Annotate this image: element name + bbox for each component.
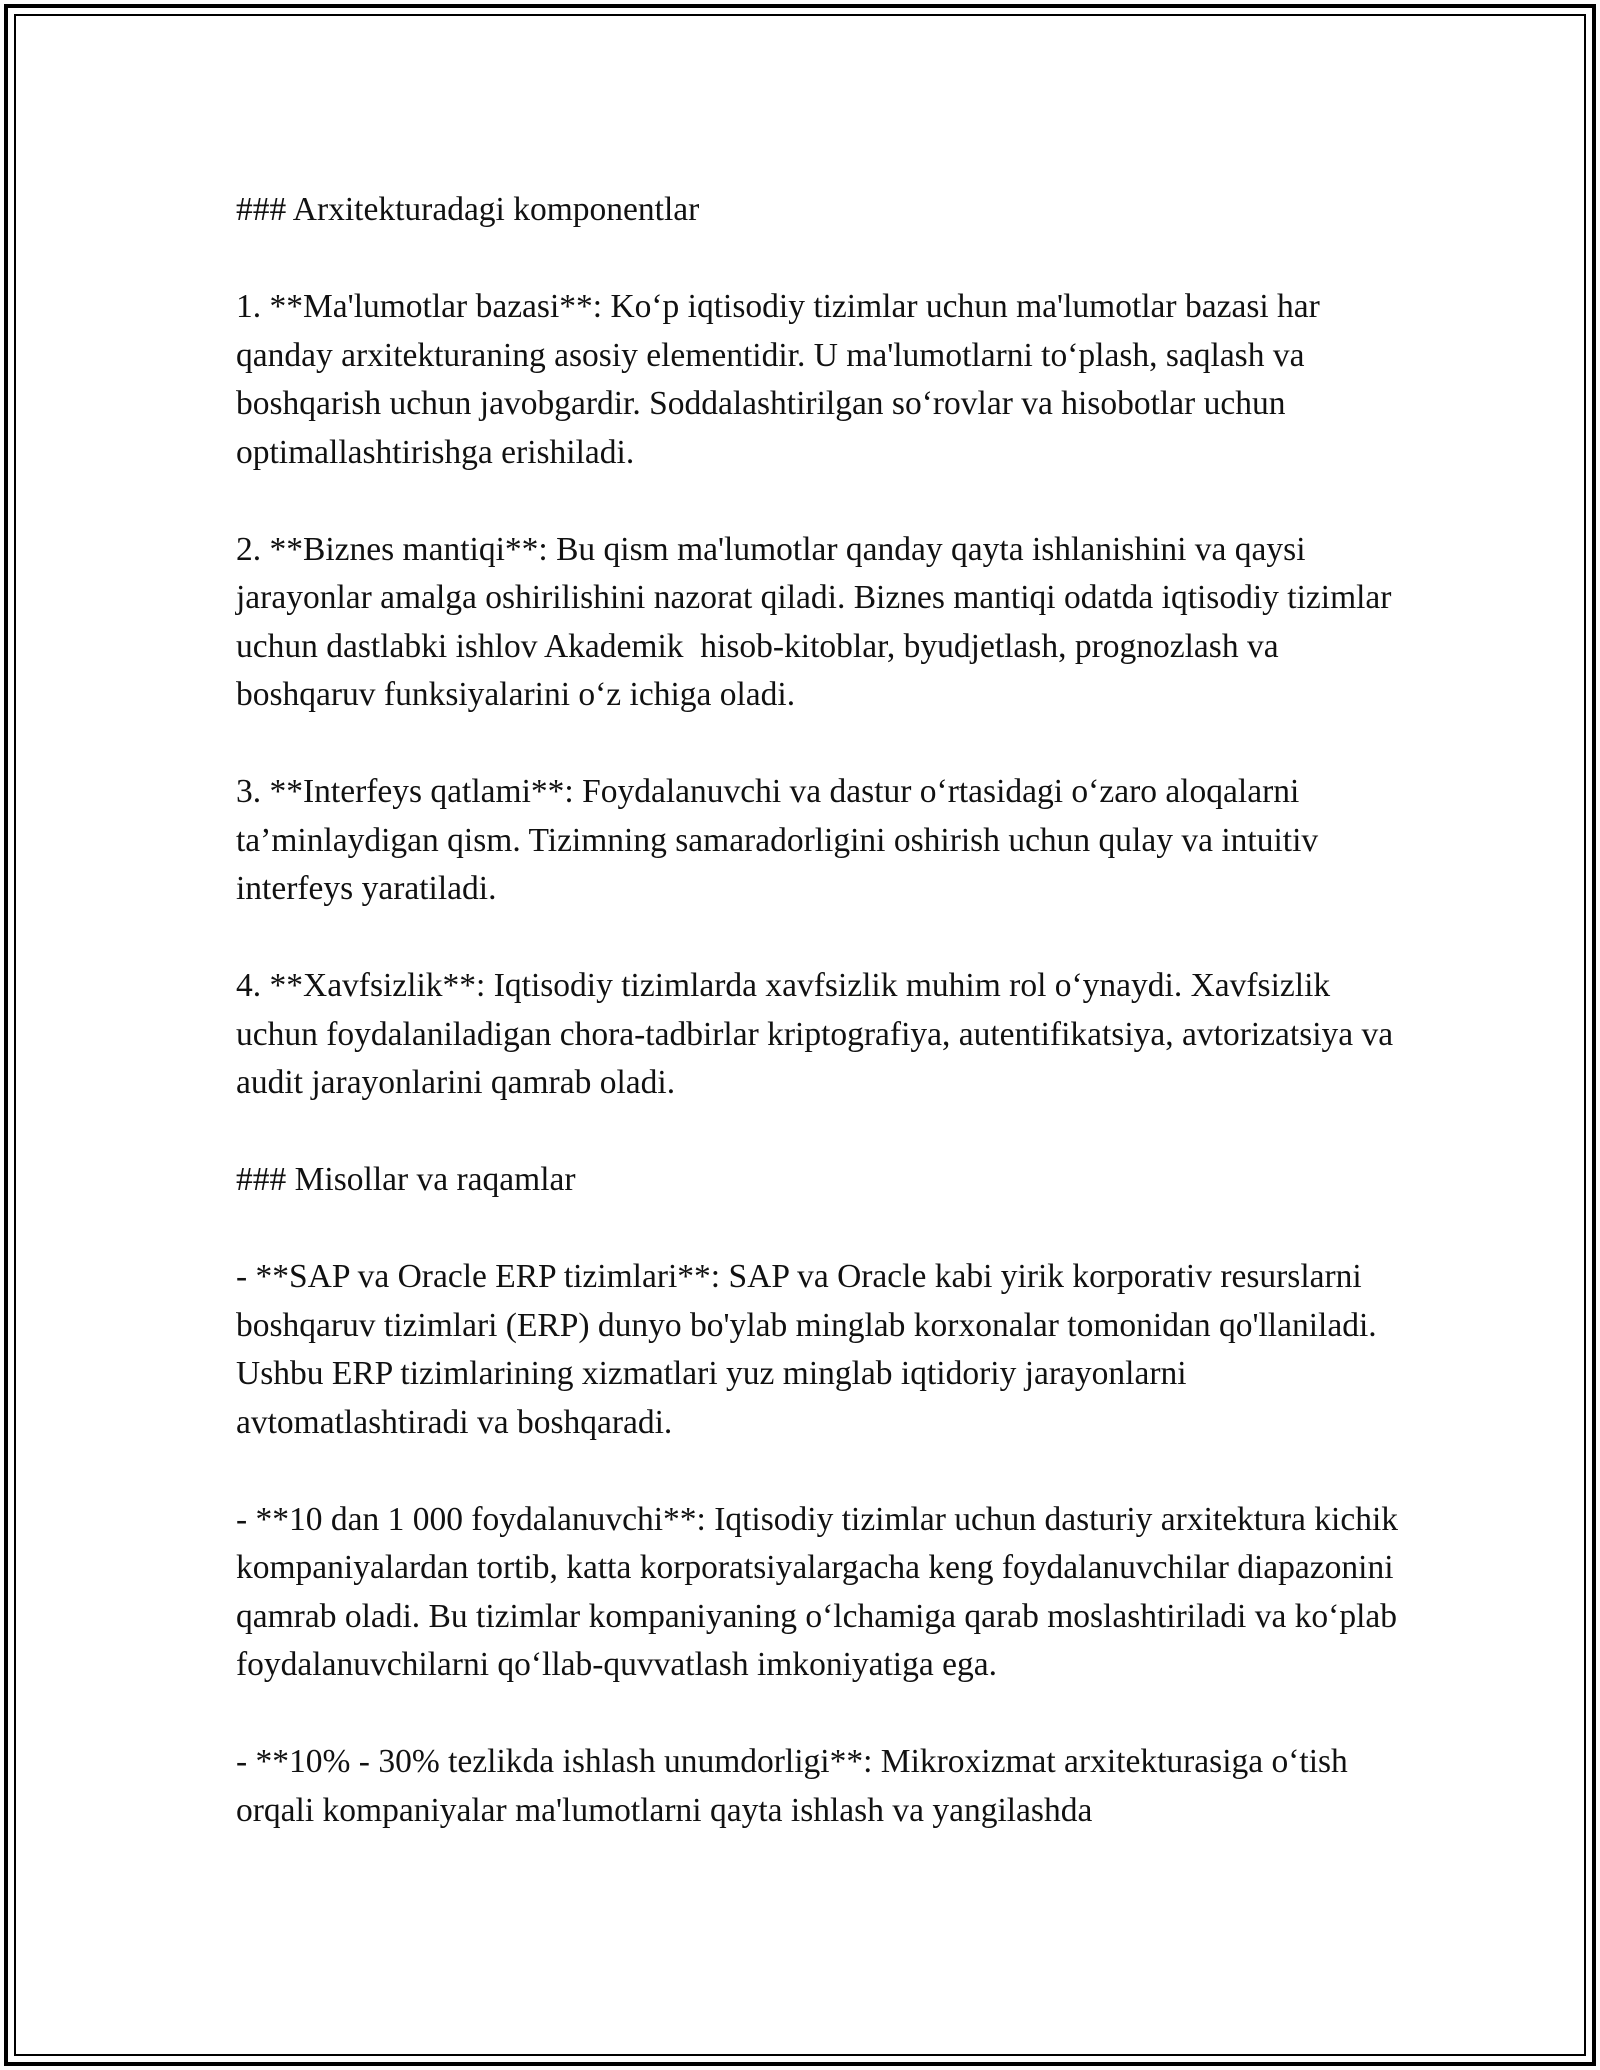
bullet-sap-oracle: - **SAP va Oracle ERP tizimlari**: SAP va Oracle kabi yirik korporativ resurslarni boshqaruv tizimlari (ERP) dunyo bo'ylab minglab korxonalar tomonidan qo'llaniladi. Ushbu ERP tizimlarining xizmatlari yuz minglab iqtidoriy jarayonlarni avtomatlashtiradi va boshqaradi.	[236, 1258, 1386, 1441]
list-item-interface-layer: 3. **Interfeys qatlami**: Foydalanuvchi va dastur oʻrtasidagi oʻzaro aloqalarni ta’minlaydigan qism. Tizimning samaradorligini oshirish uchun qulay va intuitiv interfeys yaratiladi.	[236, 773, 1327, 907]
list-item-database: 1. **Ma'lumotlar bazasi**: Koʻp iqtisodiy tizimlar uchun ma'lumotlar bazasi har qanday arxitekturaning asosiy elementidir. U ma'lumotlarni toʻplash, saqlash va boshqarish uchun javobgardir. Soddalashtirilgan soʻrovlar va hisobotlar uchun optimallashtirishga erishiladi.	[236, 288, 1329, 471]
bullet-users-range: - **10 dan 1 000 foydalanuvchi**: Iqtisodiy tizimlar uchun dasturiy arxitektura kichik kompaniyalardan tortib, katta korporatsiyalargacha keng foydalanuvchilar diapazonini qamrab oladi. Bu tizimlar kompaniyaning oʻlchamiga qarab moslashtiriladi va koʻplab foydalanuvchilarni qoʻllab-quvvatlash imkoniyatiga ega.	[236, 1500, 1407, 1683]
section-heading-examples: ### Misollar va raqamlar	[236, 1161, 576, 1198]
document-body	[236, 186, 1411, 1884]
list-item-business-logic: 2. **Biznes mantiqi**: Bu qism ma'lumotlar qanday qayta ishlanishini va qaysi jarayonlar amalga oshirilishini nazorat qiladi. Biznes mantiqi odatda iqtisodiy tizimlar uchun dastlabki ishlov Akademik hisob-kitoblar, byudjetlash, prognozlash va boshqaruv funksiyalarini oʻz ichiga oladi.	[236, 530, 1400, 713]
section-heading-components: ### Arxitekturadagi komponentlar	[236, 191, 700, 228]
bullet-performance: - **10% - 30% tezlikda ishlash unumdorligi**: Mikroxizmat arxitekturasiga oʻtish orqali kompaniyalar ma'lumotlarni qayta ishlash va yangilashda	[236, 1743, 1357, 1829]
list-item-security: 4. **Xavfsizlik**: Iqtisodiy tizimlarda xavfsizlik muhim rol oʻynaydi. Xavfsizlik uchun foydalaniladigan chora-tadbirlar kriptografiya, autentifikatsiya, avtorizatsiya va audit jarayonlarini qamrab oladi.	[236, 967, 1402, 1101]
